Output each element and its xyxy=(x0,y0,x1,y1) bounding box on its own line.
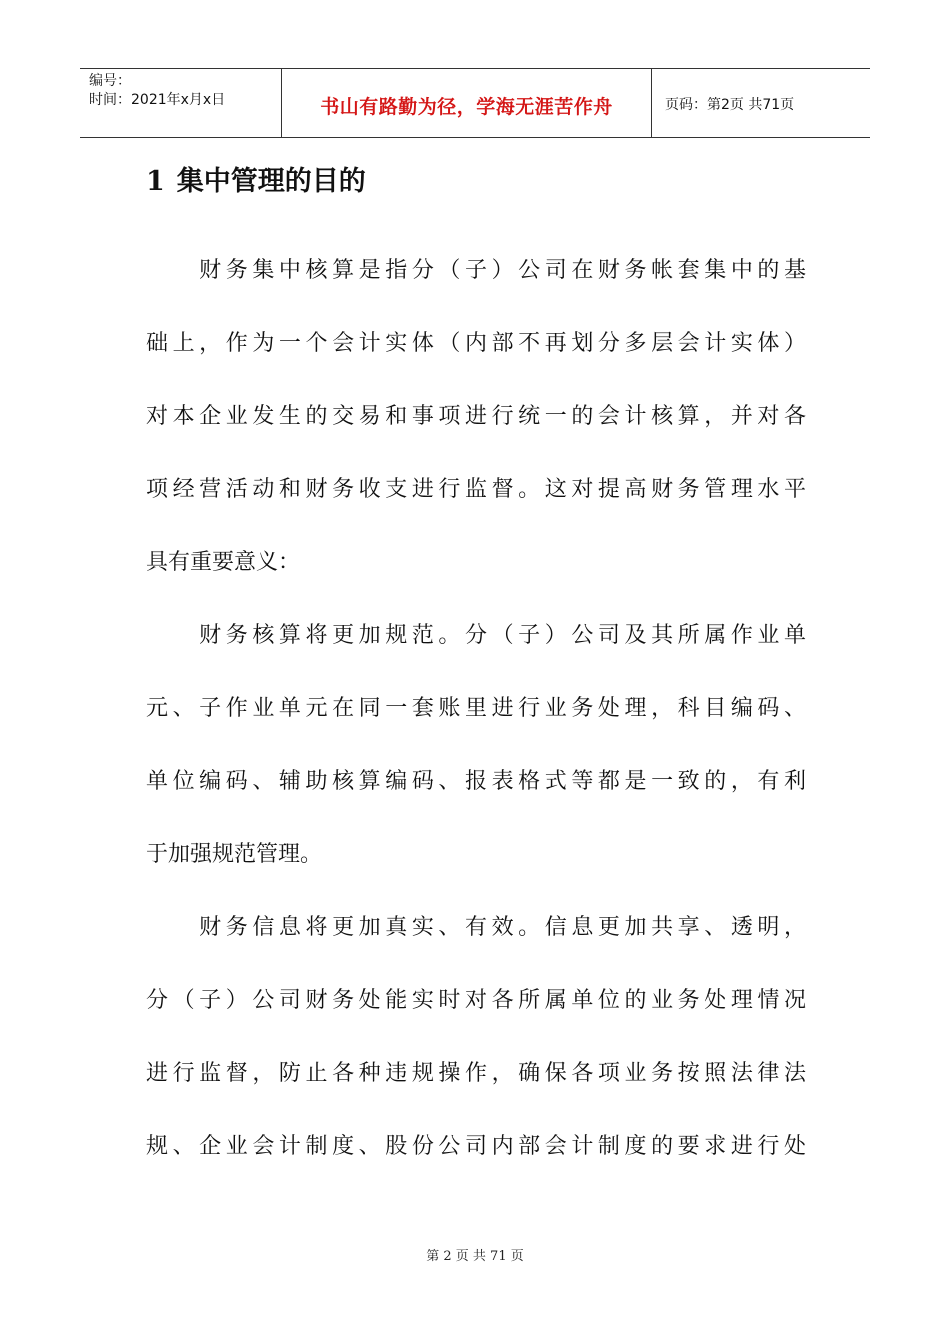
body-line: 具有重要意义： xyxy=(146,550,301,575)
body-line: 财务信息将更加真实、有效。信息更加共享、透明， xyxy=(146,915,806,940)
body-line: 单位编码、辅助核算编码、报表格式等都是一致的，有利 xyxy=(146,769,806,794)
body-line: 项经营活动和财务收支进行监督。这对提高财务管理水平 xyxy=(146,477,806,502)
body-line: 规、企业会计制度、股份公司内部会计制度的要求进行处 xyxy=(146,1134,806,1159)
section-title: 集中管理的目的 xyxy=(176,166,366,197)
section-number: 1 xyxy=(146,166,165,197)
body-line: 元、子作业单元在同一套账里进行业务处理，科目编码、 xyxy=(146,696,806,721)
body-line: 分（子）公司财务处能实时对各所属单位的业务处理情况 xyxy=(146,988,806,1013)
body-line: 财务集中核算是指分（子）公司在财务帐套集中的基 xyxy=(146,258,806,283)
page-footer: 第 2 页 共 71 页 xyxy=(426,1249,524,1264)
body-line: 对本企业发生的交易和事项进行统一的会计核算，并对各 xyxy=(146,404,806,429)
section-heading xyxy=(146,164,366,200)
body-line: 财务核算将更加规范。分（子）公司及其所属作业单 xyxy=(146,623,806,648)
body-line: 进行监督，防止各种违规操作，确保各项业务按照法律法 xyxy=(146,1061,806,1086)
header-meta-cell xyxy=(80,69,281,137)
date-line: 时间：2021年x月x日 xyxy=(89,92,226,108)
header-motto-cell xyxy=(281,69,652,137)
body-line: 础上，作为一个会计实体（内部不再划分多层会计实体） xyxy=(146,331,806,356)
header-page-info: 页码：第2页 共71页 xyxy=(665,97,795,113)
body-line: 于加强规范管理。 xyxy=(146,842,323,867)
header-motto: 书山有路勤为径，学海无涯苦作舟 xyxy=(320,95,613,118)
serial-number-label: 编号： xyxy=(89,73,131,89)
header-page-cell xyxy=(652,69,870,137)
document-header xyxy=(80,68,870,138)
